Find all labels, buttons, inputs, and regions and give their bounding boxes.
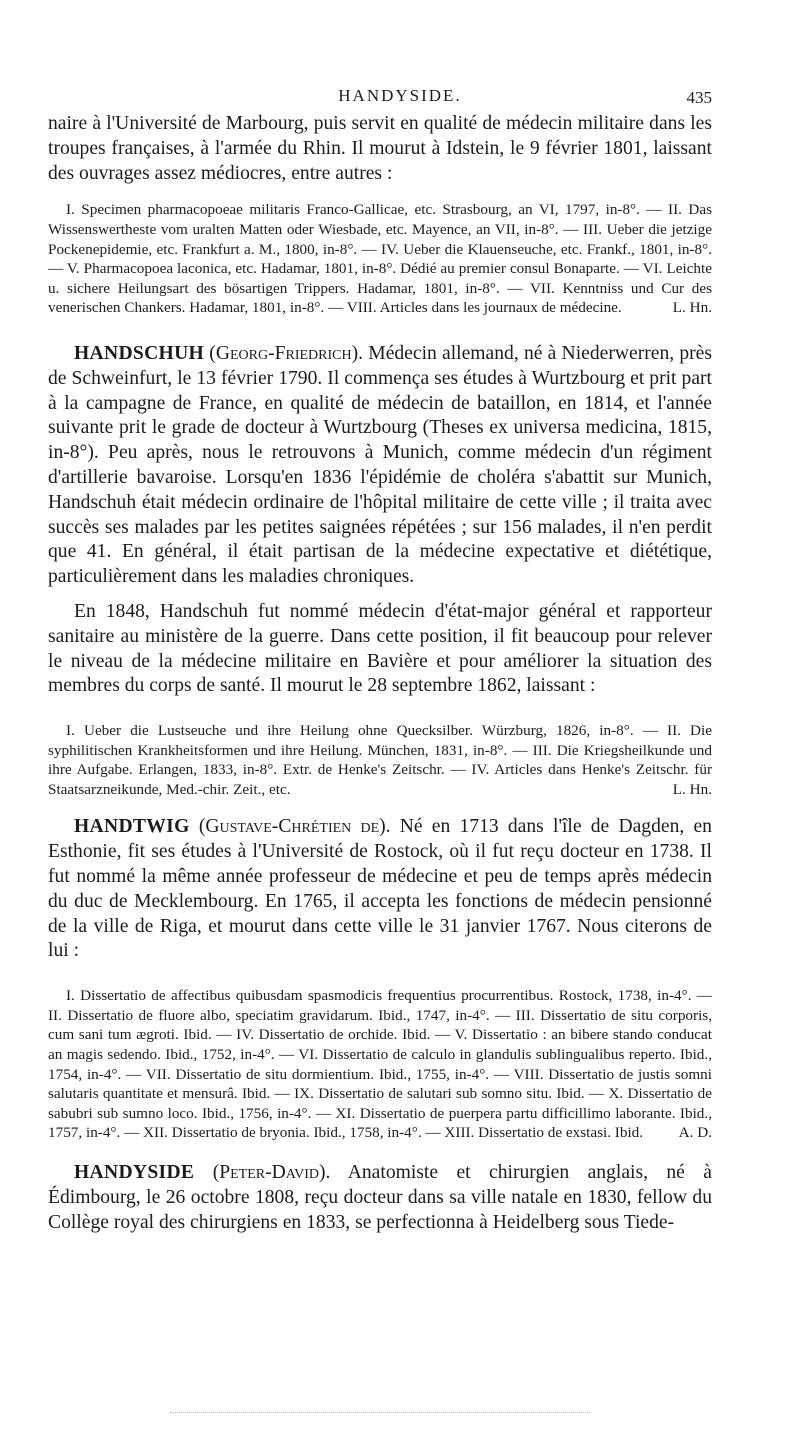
entry-handschuh bbox=[48, 342, 712, 800]
entry-paragraph: Médecin allemand, né à Niederwerren, près de Schweinfurt, le 13 février 1790. Il commença ses études à Wurtzbourg et prit part à la campagne de France, en qualité de médecin de bataillon, en 1814, et l'année suivante prit le grade de docteur à Wurtzbourg (Theses ex universa medicina, 1815, in-8°). Peu après, nous le retrouvons à Munich, comme médecin d'un régiment d'artillerie bavaroise. Lorsqu'en 1836 l'épidémie de choléra s'abattit sur Munich, Handschuh était médecin ordinaire de l'hôpital militaire de cette ville ; il traita avec succès ses malades par les petites saignées répétées ; sur 156 malades, il n'en perdit que 41. En général, il était partisan de la médecine expectative et diététique, particulièrement dans les maladies chroniques. bbox=[48, 342, 712, 588]
author-signature: L. Hn. bbox=[672, 299, 712, 317]
entry-paragraph: En 1848, Handschuh fut nommé médecin d'état-major général et rapporteur sanitaire au ministère de la guerre. Dans cette position, il fit beaucoup pour relever le niveau de la médecine militaire en Bavière et pour améliorer la situation des membres du corps de santé. Il mourut le 28 septembre 1862, laissant : bbox=[48, 600, 712, 697]
bibliography-text: I. Ueber die Lustseuche und ihre Heilung ohne Quecksilber. Würzburg, 1826, in-8°. — II. Die syphilitischen Krankheitsformen und ihre Heilung. München, 1831, in-8°. — III. Die Kriegsheilkunde und ihre Aufgabe. Erlangen, 1833, in-8°. Extr. de Henke's Zeitschr. — IV. Articles dans Henke's Zeitschr. für Staatsarzneikunde, Med.-chir. Zeit., etc. bbox=[48, 722, 712, 798]
entry-handtwig bbox=[48, 815, 712, 1143]
entry-headword: HANDYSIDE bbox=[74, 1162, 195, 1184]
author-signature: L. Hn. bbox=[672, 780, 712, 798]
page-content bbox=[48, 112, 712, 1235]
page-number: 435 bbox=[686, 88, 712, 107]
continuation-bibliography bbox=[48, 200, 712, 318]
entry-headword: HANDTWIG bbox=[74, 816, 190, 838]
entry-headword: HANDSCHUH bbox=[74, 342, 205, 364]
running-title: HANDYSIDE. bbox=[338, 86, 462, 105]
author-signature: A. D. bbox=[678, 1124, 712, 1142]
entry-handyside bbox=[48, 1161, 712, 1235]
continuation-text: naire à l'Université de Marbourg, puis servit en qualité de médecin militaire dans les troupes françaises, à l'armée du Rhin. Il mourut à Idstein, le 9 février 1801, laissant des ouvrages assez médiocres, entre autres : bbox=[48, 113, 712, 184]
entry-bibliography bbox=[48, 986, 712, 1143]
entry-given-names: (Peter-David). bbox=[212, 1162, 331, 1184]
running-head bbox=[0, 86, 800, 110]
bibliography-text: I. Specimen pharmacopoeae militaris Franco-Gallicae, etc. Strasbourg, an VI, 1797, in-8°. — II. Das Wissenswertheste vom uralten Matten oder Wiesbade, etc. Mayence, an VII, in-8°. — III. Ueber die jetzige Pockenepidemie, etc. Frankfurt a. M., 1800, in-8°. — IV. Ueber die Klauenseuche, etc. Frankf., 1801, in-8°. — V. Pharmacopoea laconica, etc. Hadamar, 1801, in-8°. Dédié au premier consul Bonaparte. — VI. Leichte u. sichere Heilungsart des bösartigen Trippers. Hadamar, 1801, in-8°. — VII. Kenntniss und Cur des venerischen Chankers. Hadamar, 1801, in-8°. — VIII. Articles dans les journaux de médecine. bbox=[48, 201, 712, 317]
entry-paragraph: Né en 1713 dans l'île de Dagden, en Esthonie, fit ses études à l'Université de Rostock, où il fut reçu docteur en 1738. Il fut nommé la même année professeur de médecine et peu de temps après médecin du duc de Mecklembourg. En 1765, il accepta les fonctions de médecin pensionné de la ville de Riga, et mourut dans cette ville le 31 janvier 1767. Nous citerons de lui : bbox=[48, 816, 712, 962]
bottom-rule bbox=[170, 1412, 590, 1413]
entry-given-names: (Georg-Friedrich). bbox=[209, 342, 364, 364]
entry-paragraph: Anatomiste et chirurgien anglais, né à Édimbourg, le 26 octobre 1808, reçu docteur dans sa ville natale en 1830, fellow du Collège royal des chirurgiens en 1833, se perfectionna à Heidelberg sous Tiede- bbox=[48, 1162, 712, 1233]
entry-continuation bbox=[48, 112, 712, 318]
entry-given-names: (Gustave-Chrétien de). bbox=[198, 816, 391, 838]
entry-bibliography bbox=[48, 721, 712, 799]
bibliography-text: I. Dissertatio de affectibus quibusdam spasmodicis frequentius procurrentibus. Rostock, 1738, in-4°. — II. Dissertatio de fluore albo, speciatim gravidarum. Ibid., 1747, in-4°. — III. Dissertatio de situ corporis, cum sani tum ægroti. Ibid. — IV. Dissertatio de orchide. Ibid. — V. Dissertatio : an bibere stando conducat an magis sedendo. Ibid., 1752, in-4°. — VI. Dissertatio de calculo in glandulis sublingualibus reperto. Ibid., 1754, in-4°. — VII. Dissertatio de situ dormientium. Ibid., 1755, in-4°. — VIII. Dissertatio de justis somni salutaris quantitate et mensurâ. Ibid. — IX. Dissertatio de salutari sub somno situ. Ibid. — X. Dissertatio de sabubri sub sumno loco. Ibid., 1756, in-4°. — XI. Dissertatio de puerpera partu difficillimo laborante. Ibid., 1757, in-4°. — XII. Dissertatio de bryonia. Ibid., 1758, in-4°. — XIII. Dissertatio de exstasi. Ibid. bbox=[48, 987, 712, 1142]
